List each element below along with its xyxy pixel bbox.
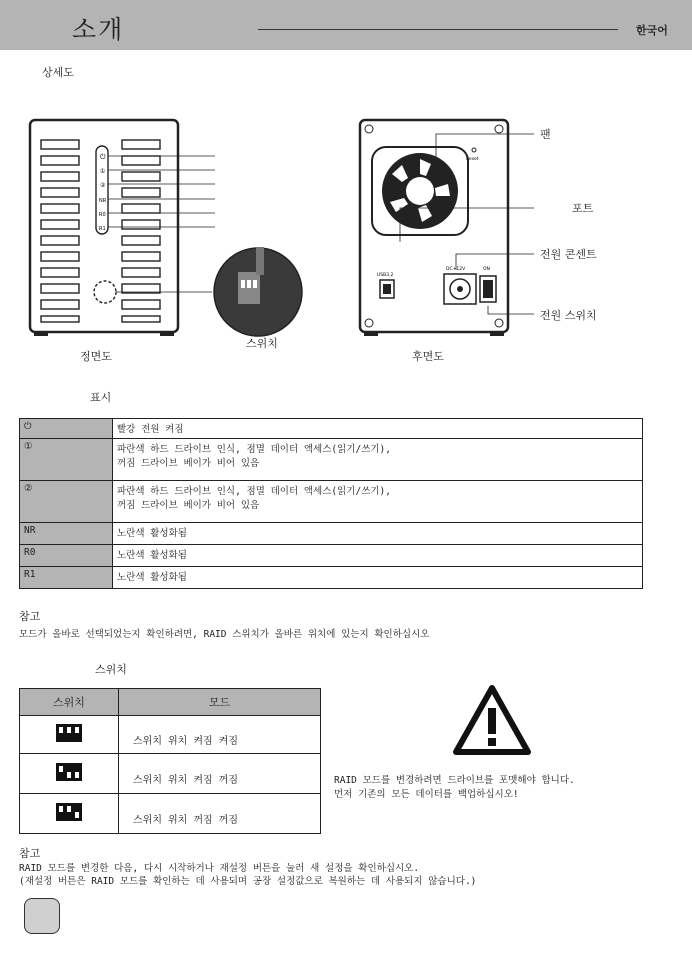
switch-caption: 스위치	[246, 337, 278, 350]
warning-line1: RAID 모드를 변경하려면 드라이브를 포맷해야 합니다.	[334, 775, 575, 786]
col-switch: 스위치	[20, 689, 119, 716]
svg-text:②: ②	[100, 182, 106, 189]
rear-view-caption: 후면도	[412, 350, 444, 363]
drive-2-icon: ②	[20, 481, 113, 523]
led-label-r1: R1	[99, 226, 106, 232]
note2-line1: RAID 모드를 변경한 다음, 다시 시작하거나 재설정 버튼을 눌러 새 설정을 확인하십시오.	[19, 863, 420, 874]
on-label: ON	[483, 267, 490, 272]
callout-power-socket: 전원 콘센트	[540, 248, 597, 261]
svg-text:①: ①	[100, 168, 106, 175]
table-row: ① 파란색 하드 드라이브 인식, 점멸 데이터 액세스(읽기/쓰기), 꺼짐 드라이브 베이가 비어 있음	[20, 439, 643, 481]
table-row: 스위치 위치 켜짐 켜짐	[20, 716, 321, 754]
note1-text: 모드가 올바로 선택되었는지 확인하려면, RAID 스위치가 올바른 위치에 있는지 확인하십시오	[19, 629, 430, 640]
usb-label: USB3.2	[377, 273, 394, 278]
callout-fan: 팬	[540, 128, 551, 141]
callout-port: 포트	[572, 202, 594, 215]
table-row: NR 노란색 활성화됨	[20, 523, 643, 545]
reset-label: Reset	[466, 157, 479, 162]
note2-title: 참고	[19, 847, 41, 860]
note2-line2: (재설정 버튼은 RAID 모드를 확인하는 데 사용되며 공장 설정값으로 복원하는 데 사용되지 않습니다.)	[19, 876, 477, 887]
callout-power-switch: 전원 스위치	[540, 309, 597, 322]
table-row: R0 노란색 활성화됨	[20, 545, 643, 567]
table-row: ⏻ 빨강 전원 켜짐	[20, 419, 643, 439]
front-view-caption: 정면도	[80, 350, 112, 363]
led-label-nr: NR	[99, 198, 107, 204]
page-number-box	[24, 898, 60, 934]
page-title: 소개	[72, 15, 125, 44]
dip-switch-icon	[20, 716, 119, 754]
table-row: ② 파란색 하드 드라이브 인식, 점멸 데이터 액세스(읽기/쓰기), 꺼짐 드라이브 베이가 비어 있음	[20, 481, 643, 523]
table-row: 스위치 위치 꺼짐 꺼짐	[20, 794, 321, 834]
detail-heading: 상세도	[42, 66, 74, 79]
header-rule	[258, 29, 618, 30]
dip-switch-icon	[20, 754, 119, 794]
drive-1-icon: ①	[20, 439, 113, 481]
warning-line2: 먼저 기존의 모든 데이터를 백업하십시오!	[334, 789, 519, 800]
dip-switch-icon	[20, 794, 119, 834]
table-row: R1 노란색 활성화됨	[20, 567, 643, 589]
switch-table	[19, 688, 321, 834]
front-view-diagram	[20, 112, 320, 362]
power-icon: ⏻	[20, 419, 113, 439]
indicator-heading: 표시	[90, 391, 112, 404]
led-label-r0: R0	[99, 212, 106, 218]
rear-view-diagram	[356, 112, 536, 342]
switch-heading: 스위치	[95, 663, 127, 676]
col-mode: 모드	[119, 689, 321, 716]
language-label: 한국어	[636, 24, 668, 37]
warning-icon	[452, 684, 532, 756]
svg-text:⏻: ⏻	[100, 153, 106, 161]
table-row: 스위치 위치 켜짐 꺼짐	[20, 754, 321, 794]
note1-title: 참고	[19, 610, 41, 623]
dc-label: DC+12V	[446, 267, 466, 272]
indicator-table	[19, 418, 643, 589]
